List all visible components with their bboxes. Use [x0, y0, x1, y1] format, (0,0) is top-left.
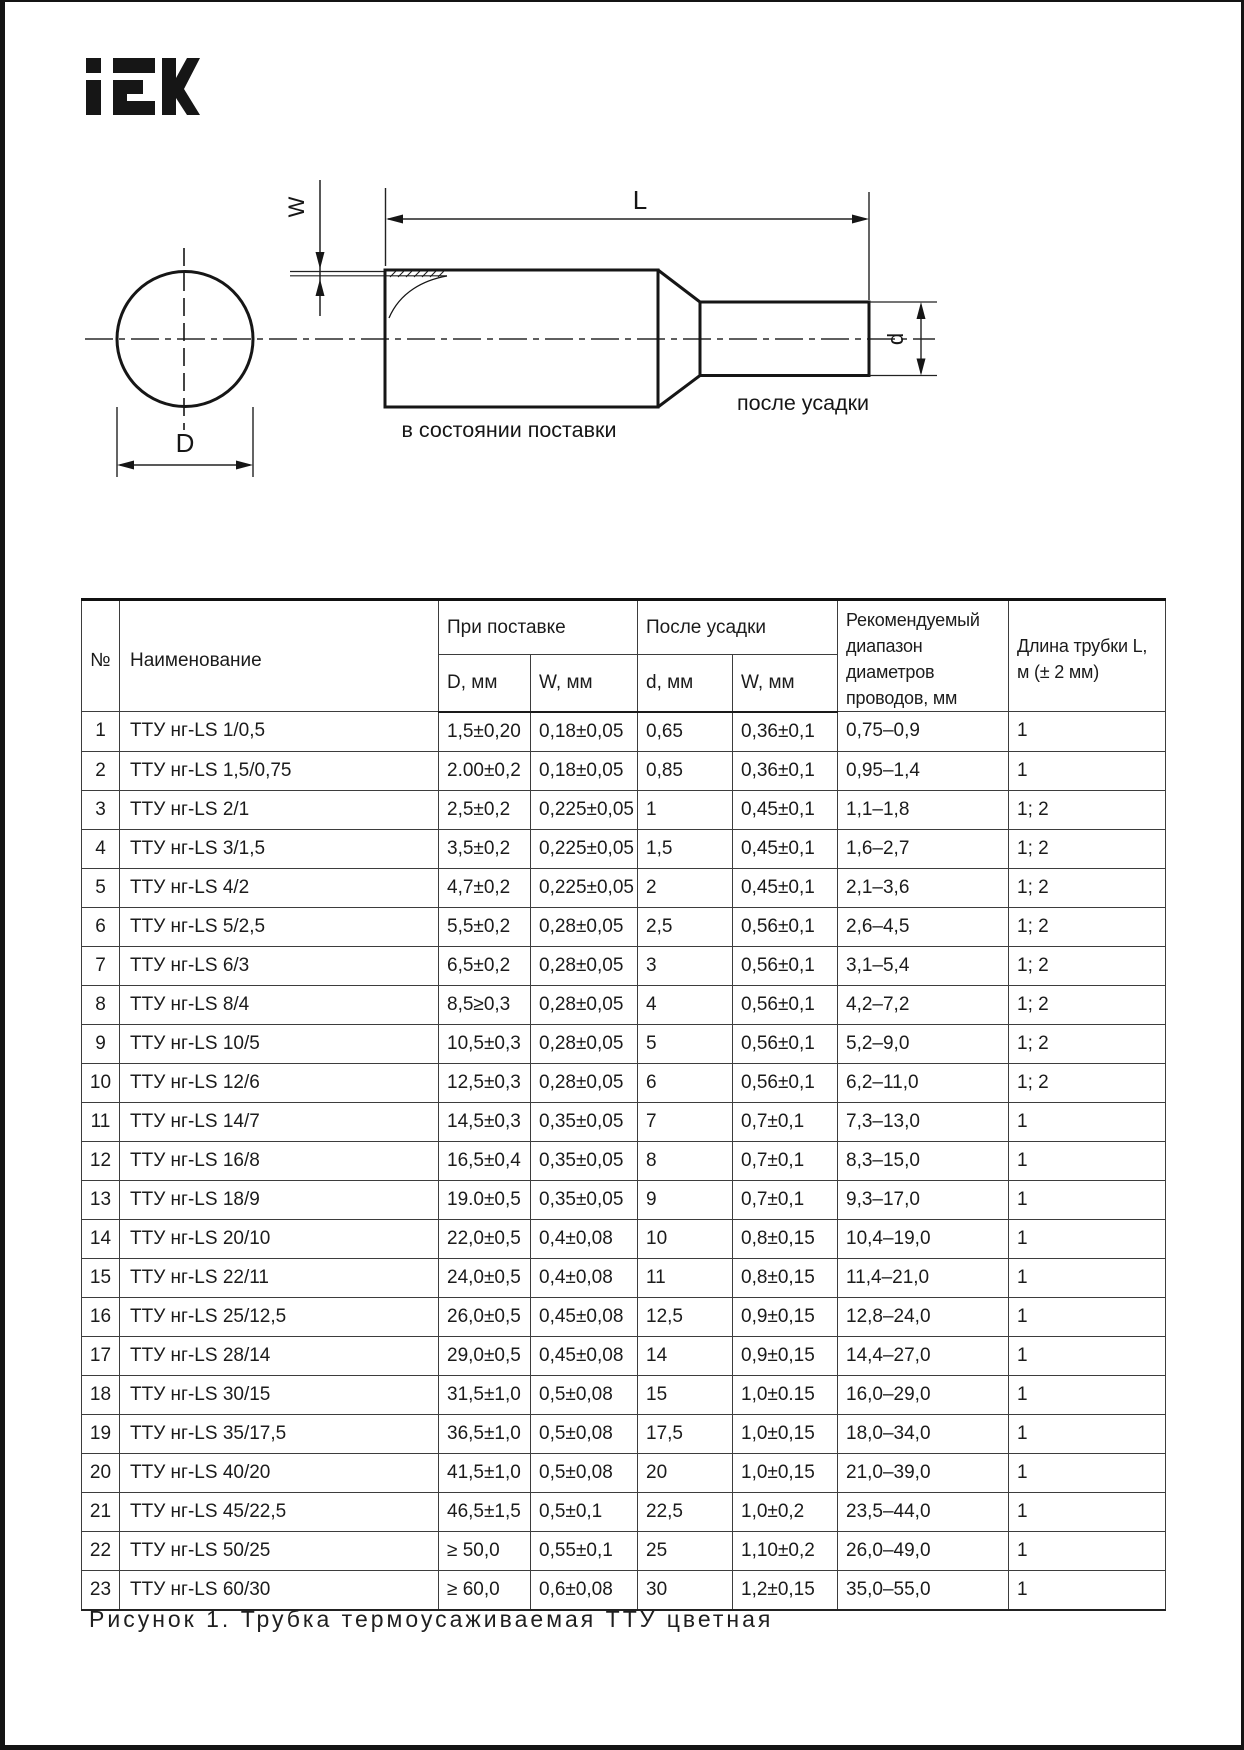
cell-length: 1: [1009, 1492, 1166, 1531]
cell-supply-w: 0,28±0,05: [531, 1063, 638, 1102]
wall-W-dimension: [290, 180, 447, 316]
cell-supply-d: 22,0±0,5: [439, 1219, 531, 1258]
cell-shrink-w: 0,8±0,15: [733, 1258, 838, 1297]
cell-length: 1: [1009, 1414, 1166, 1453]
cell-supply-w: 0,28±0,05: [531, 946, 638, 985]
col-header-supply-w: W, мм: [531, 655, 638, 712]
table-row: [82, 1297, 1166, 1336]
cell-length: 1; 2: [1009, 907, 1166, 946]
cell-shrink-w: 0,45±0,1: [733, 868, 838, 907]
cell-range: 21,0–39,0: [838, 1453, 1009, 1492]
cell-supply-d: 5,5±0,2: [439, 907, 531, 946]
cell-supply-w: 0,28±0,05: [531, 907, 638, 946]
length-L-dimension: [386, 188, 870, 300]
cell-name: ТТУ нг-LS 18/9: [120, 1180, 439, 1219]
label-W: W: [284, 196, 309, 218]
cell-supply-w: 0,45±0,08: [531, 1336, 638, 1375]
table-row: [82, 790, 1166, 829]
cell-name: ТТУ нг-LS 25/12,5: [120, 1297, 439, 1336]
cell-num: 14: [82, 1219, 120, 1258]
cell-supply-d: 31,5±1,0: [439, 1375, 531, 1414]
cell-length: 1: [1009, 1453, 1166, 1492]
cell-supply-d: 8,5≥0,3: [439, 985, 531, 1024]
cell-name: ТТУ нг-LS 28/14: [120, 1336, 439, 1375]
cell-shrink-w: 0,7±0,1: [733, 1141, 838, 1180]
cell-name: ТТУ нг-LS 6/3: [120, 946, 439, 985]
cell-name: ТТУ нг-LS 35/17,5: [120, 1414, 439, 1453]
cell-length: 1: [1009, 1375, 1166, 1414]
spec-table-body: [82, 712, 1166, 1610]
cell-num: 5: [82, 868, 120, 907]
cell-range: 2,6–4,5: [838, 907, 1009, 946]
cell-supply-w: 0,4±0,08: [531, 1258, 638, 1297]
cell-length: 1: [1009, 1141, 1166, 1180]
cell-num: 13: [82, 1180, 120, 1219]
cell-name: ТТУ нг-LS 2/1: [120, 790, 439, 829]
cell-supply-d: ≥ 60,0: [439, 1570, 531, 1610]
cell-shrink-w: 0,9±0,15: [733, 1336, 838, 1375]
col-header-supply-group: При поставке: [439, 600, 638, 655]
cell-range: 23,5–44,0: [838, 1492, 1009, 1531]
cell-num: 12: [82, 1141, 120, 1180]
cell-num: 21: [82, 1492, 120, 1531]
cell-shrink-d: 14: [638, 1336, 733, 1375]
cell-num: 11: [82, 1102, 120, 1141]
cell-length: 1; 2: [1009, 868, 1166, 907]
cell-shrink-d: 1: [638, 790, 733, 829]
cell-range: 11,4–21,0: [838, 1258, 1009, 1297]
cell-length: 1: [1009, 712, 1166, 752]
cell-shrink-w: 0,45±0,1: [733, 790, 838, 829]
cell-shrink-w: 0,56±0,1: [733, 1063, 838, 1102]
cell-num: 19: [82, 1414, 120, 1453]
cell-name: ТТУ нг-LS 5/2,5: [120, 907, 439, 946]
table-row: [82, 751, 1166, 790]
cell-num: 23: [82, 1570, 120, 1610]
table-row: [82, 712, 1166, 752]
table-row: [82, 1453, 1166, 1492]
table-row: [82, 1141, 1166, 1180]
cell-num: 18: [82, 1375, 120, 1414]
cell-shrink-d: 9: [638, 1180, 733, 1219]
cell-name: ТТУ нг-LS 20/10: [120, 1219, 439, 1258]
cell-range: 3,1–5,4: [838, 946, 1009, 985]
label-after-shrink: после усадки: [736, 391, 870, 415]
cell-range: 35,0–55,0: [838, 1570, 1009, 1610]
table-row: [82, 1531, 1166, 1570]
cell-length: 1; 2: [1009, 1024, 1166, 1063]
label-d: d: [883, 332, 908, 346]
cell-shrink-d: 20: [638, 1453, 733, 1492]
cell-supply-w: 0,225±0,05: [531, 790, 638, 829]
col-header-length: Длина трубки L, м (± 2 мм): [1009, 600, 1166, 712]
cell-length: 1: [1009, 1297, 1166, 1336]
cell-name: ТТУ нг-LS 10/5: [120, 1024, 439, 1063]
cell-shrink-d: 0,85: [638, 751, 733, 790]
cell-shrink-w: 1,2±0,15: [733, 1570, 838, 1610]
cell-shrink-d: 12,5: [638, 1297, 733, 1336]
cell-supply-d: 41,5±1,0: [439, 1453, 531, 1492]
cell-length: 1; 2: [1009, 790, 1166, 829]
cell-length: 1: [1009, 1336, 1166, 1375]
cell-range: 8,3–15,0: [838, 1141, 1009, 1180]
table-row: [82, 1414, 1166, 1453]
cell-length: 1; 2: [1009, 946, 1166, 985]
cell-shrink-w: 1,0±0,15: [733, 1453, 838, 1492]
table-row: [82, 1570, 1166, 1610]
table-row: [82, 1219, 1166, 1258]
cell-supply-d: 1,5±0,20: [439, 712, 531, 752]
table-row: [82, 1375, 1166, 1414]
figure-caption: Рисунок 1. Трубка термоусаживаемая ТТУ цветная: [89, 1606, 774, 1632]
cell-supply-w: 0,5±0,08: [531, 1453, 638, 1492]
cell-shrink-w: 0,56±0,1: [733, 1024, 838, 1063]
table-row: [82, 868, 1166, 907]
cell-supply-d: 46,5±1,5: [439, 1492, 531, 1531]
cell-supply-w: 0,55±0,1: [531, 1531, 638, 1570]
cell-supply-d: 26,0±0,5: [439, 1297, 531, 1336]
cell-shrink-w: 1,0±0,2: [733, 1492, 838, 1531]
cell-supply-w: 0,35±0,05: [531, 1141, 638, 1180]
cell-length: 1; 2: [1009, 985, 1166, 1024]
cell-range: 14,4–27,0: [838, 1336, 1009, 1375]
cell-supply-d: 2.00±0,2: [439, 751, 531, 790]
cell-length: 1: [1009, 1258, 1166, 1297]
col-header-name: Наименование: [120, 600, 439, 712]
cell-shrink-w: 0,9±0,15: [733, 1297, 838, 1336]
cell-name: ТТУ нг-LS 4/2: [120, 868, 439, 907]
spec-table: [81, 598, 1166, 1611]
cell-length: 1: [1009, 1180, 1166, 1219]
cell-supply-w: 0,5±0,08: [531, 1375, 638, 1414]
cell-supply-w: 0,18±0,05: [531, 751, 638, 790]
cell-supply-d: 4,7±0,2: [439, 868, 531, 907]
cell-shrink-d: 4: [638, 985, 733, 1024]
table-row: [82, 1492, 1166, 1531]
cell-name: ТТУ нг-LS 40/20: [120, 1453, 439, 1492]
cell-supply-w: 0,28±0,05: [531, 985, 638, 1024]
col-header-shrink-w: W, мм: [733, 655, 838, 712]
col-header-num: №: [82, 600, 120, 712]
cell-supply-w: 0,5±0,1: [531, 1492, 638, 1531]
table-row: [82, 1336, 1166, 1375]
cell-supply-w: 0,5±0,08: [531, 1414, 638, 1453]
cell-num: 1: [82, 712, 120, 752]
table-row: [82, 907, 1166, 946]
cell-shrink-w: 0,45±0,1: [733, 829, 838, 868]
cell-shrink-d: 2,5: [638, 907, 733, 946]
cell-supply-w: 0,4±0,08: [531, 1219, 638, 1258]
cell-shrink-d: 0,65: [638, 712, 733, 752]
cell-shrink-d: 3: [638, 946, 733, 985]
cell-shrink-d: 8: [638, 1141, 733, 1180]
cell-range: 26,0–49,0: [838, 1531, 1009, 1570]
cell-shrink-d: 15: [638, 1375, 733, 1414]
cell-supply-w: 0,225±0,05: [531, 868, 638, 907]
cell-num: 15: [82, 1258, 120, 1297]
cell-range: 18,0–34,0: [838, 1414, 1009, 1453]
table-row: [82, 946, 1166, 985]
cell-name: ТТУ нг-LS 8/4: [120, 985, 439, 1024]
cell-supply-d: 24,0±0,5: [439, 1258, 531, 1297]
cell-shrink-d: 2: [638, 868, 733, 907]
table-row: [82, 1063, 1166, 1102]
cell-range: 10,4–19,0: [838, 1219, 1009, 1258]
cell-supply-d: 14,5±0,3: [439, 1102, 531, 1141]
table-row: [82, 829, 1166, 868]
cell-range: 1,1–1,8: [838, 790, 1009, 829]
table-header-row: [82, 600, 1166, 655]
cell-num: 3: [82, 790, 120, 829]
cell-shrink-w: 1,10±0,2: [733, 1531, 838, 1570]
cell-supply-d: ≥ 50,0: [439, 1531, 531, 1570]
col-header-shrink-d: d, мм: [638, 655, 733, 712]
cell-shrink-d: 22,5: [638, 1492, 733, 1531]
cell-name: ТТУ нг-LS 50/25: [120, 1531, 439, 1570]
cell-supply-w: 0,45±0,08: [531, 1297, 638, 1336]
cell-range: 0,95–1,4: [838, 751, 1009, 790]
cell-range: 5,2–9,0: [838, 1024, 1009, 1063]
table-row: [82, 1180, 1166, 1219]
table-row: [82, 985, 1166, 1024]
cell-length: 1; 2: [1009, 829, 1166, 868]
cell-num: 20: [82, 1453, 120, 1492]
cell-num: 4: [82, 829, 120, 868]
cell-shrink-w: 0,56±0,1: [733, 946, 838, 985]
cell-length: 1; 2: [1009, 1063, 1166, 1102]
col-header-supply-d: D, мм: [439, 655, 531, 712]
cell-supply-d: 16,5±0,4: [439, 1141, 531, 1180]
cell-num: 6: [82, 907, 120, 946]
label-supplied-state: в состоянии поставки: [401, 418, 617, 442]
cell-shrink-w: 1,0±0.15: [733, 1375, 838, 1414]
cell-supply-w: 0,28±0,05: [531, 1024, 638, 1063]
cell-shrink-d: 10: [638, 1219, 733, 1258]
cell-shrink-d: 17,5: [638, 1414, 733, 1453]
col-header-range: Рекомендуемый диапазон диаметров проводов, мм: [838, 600, 1009, 712]
cell-num: 8: [82, 985, 120, 1024]
cell-name: ТТУ нг-LS 1,5/0,75: [120, 751, 439, 790]
cell-num: 10: [82, 1063, 120, 1102]
cell-num: 17: [82, 1336, 120, 1375]
cell-shrink-d: 6: [638, 1063, 733, 1102]
cell-range: 0,75–0,9: [838, 712, 1009, 752]
cell-shrink-d: 5: [638, 1024, 733, 1063]
cell-name: ТТУ нг-LS 14/7: [120, 1102, 439, 1141]
table-row: [82, 1258, 1166, 1297]
label-D: D: [175, 428, 195, 458]
iek-logo: [86, 58, 200, 115]
cell-supply-d: 3,5±0,2: [439, 829, 531, 868]
cell-num: 9: [82, 1024, 120, 1063]
cell-name: ТТУ нг-LS 30/15: [120, 1375, 439, 1414]
cell-shrink-w: 0,7±0,1: [733, 1180, 838, 1219]
cell-name: ТТУ нг-LS 12/6: [120, 1063, 439, 1102]
cell-supply-d: 36,5±1,0: [439, 1414, 531, 1453]
cell-range: 4,2–7,2: [838, 985, 1009, 1024]
cell-range: 9,3–17,0: [838, 1180, 1009, 1219]
cell-supply-w: 0,35±0,05: [531, 1180, 638, 1219]
cell-shrink-w: 0,56±0,1: [733, 907, 838, 946]
cell-shrink-d: 11: [638, 1258, 733, 1297]
cell-length: 1: [1009, 1219, 1166, 1258]
cell-num: 22: [82, 1531, 120, 1570]
cell-shrink-w: 0,56±0,1: [733, 985, 838, 1024]
cell-supply-d: 10,5±0,3: [439, 1024, 531, 1063]
table-row: [82, 1102, 1166, 1141]
cell-range: 6,2–11,0: [838, 1063, 1009, 1102]
cell-supply-w: 0,35±0,05: [531, 1102, 638, 1141]
cell-num: 2: [82, 751, 120, 790]
cell-num: 16: [82, 1297, 120, 1336]
label-L: L: [632, 185, 648, 215]
cell-shrink-w: 1,0±0,15: [733, 1414, 838, 1453]
col-header-shrink-group: После усадки: [638, 600, 838, 655]
cell-supply-d: 29,0±0,5: [439, 1336, 531, 1375]
heat-shrink-tube-diagram: [0, 0, 1244, 560]
cell-length: 1: [1009, 1102, 1166, 1141]
cell-range: 7,3–13,0: [838, 1102, 1009, 1141]
cell-shrink-w: 0,36±0,1: [733, 712, 838, 752]
cell-supply-d: 2,5±0,2: [439, 790, 531, 829]
cell-num: 7: [82, 946, 120, 985]
table-row: [82, 1024, 1166, 1063]
cell-name: ТТУ нг-LS 3/1,5: [120, 829, 439, 868]
cell-shrink-d: 7: [638, 1102, 733, 1141]
cell-supply-w: 0,18±0,05: [531, 712, 638, 752]
cell-name: ТТУ нг-LS 16/8: [120, 1141, 439, 1180]
cell-range: 12,8–24,0: [838, 1297, 1009, 1336]
cell-range: 2,1–3,6: [838, 868, 1009, 907]
cell-range: 1,6–2,7: [838, 829, 1009, 868]
cell-supply-d: 19.0±0,5: [439, 1180, 531, 1219]
cell-supply-d: 6,5±0,2: [439, 946, 531, 985]
cell-shrink-w: 0,8±0,15: [733, 1219, 838, 1258]
cell-length: 1: [1009, 751, 1166, 790]
cell-supply-w: 0,6±0,08: [531, 1570, 638, 1610]
cell-name: ТТУ нг-LS 1/0,5: [120, 712, 439, 752]
cell-shrink-d: 1,5: [638, 829, 733, 868]
cell-supply-d: 12,5±0,3: [439, 1063, 531, 1102]
cell-length: 1: [1009, 1531, 1166, 1570]
cell-supply-w: 0,225±0,05: [531, 829, 638, 868]
cell-name: ТТУ нг-LS 45/22,5: [120, 1492, 439, 1531]
cell-name: ТТУ нг-LS 22/11: [120, 1258, 439, 1297]
cell-shrink-w: 0,36±0,1: [733, 751, 838, 790]
cell-range: 16,0–29,0: [838, 1375, 1009, 1414]
cell-name: ТТУ нг-LS 60/30: [120, 1570, 439, 1610]
cell-length: 1: [1009, 1570, 1166, 1610]
cell-shrink-d: 25: [638, 1531, 733, 1570]
cell-shrink-d: 30: [638, 1570, 733, 1610]
cell-shrink-w: 0,7±0,1: [733, 1102, 838, 1141]
